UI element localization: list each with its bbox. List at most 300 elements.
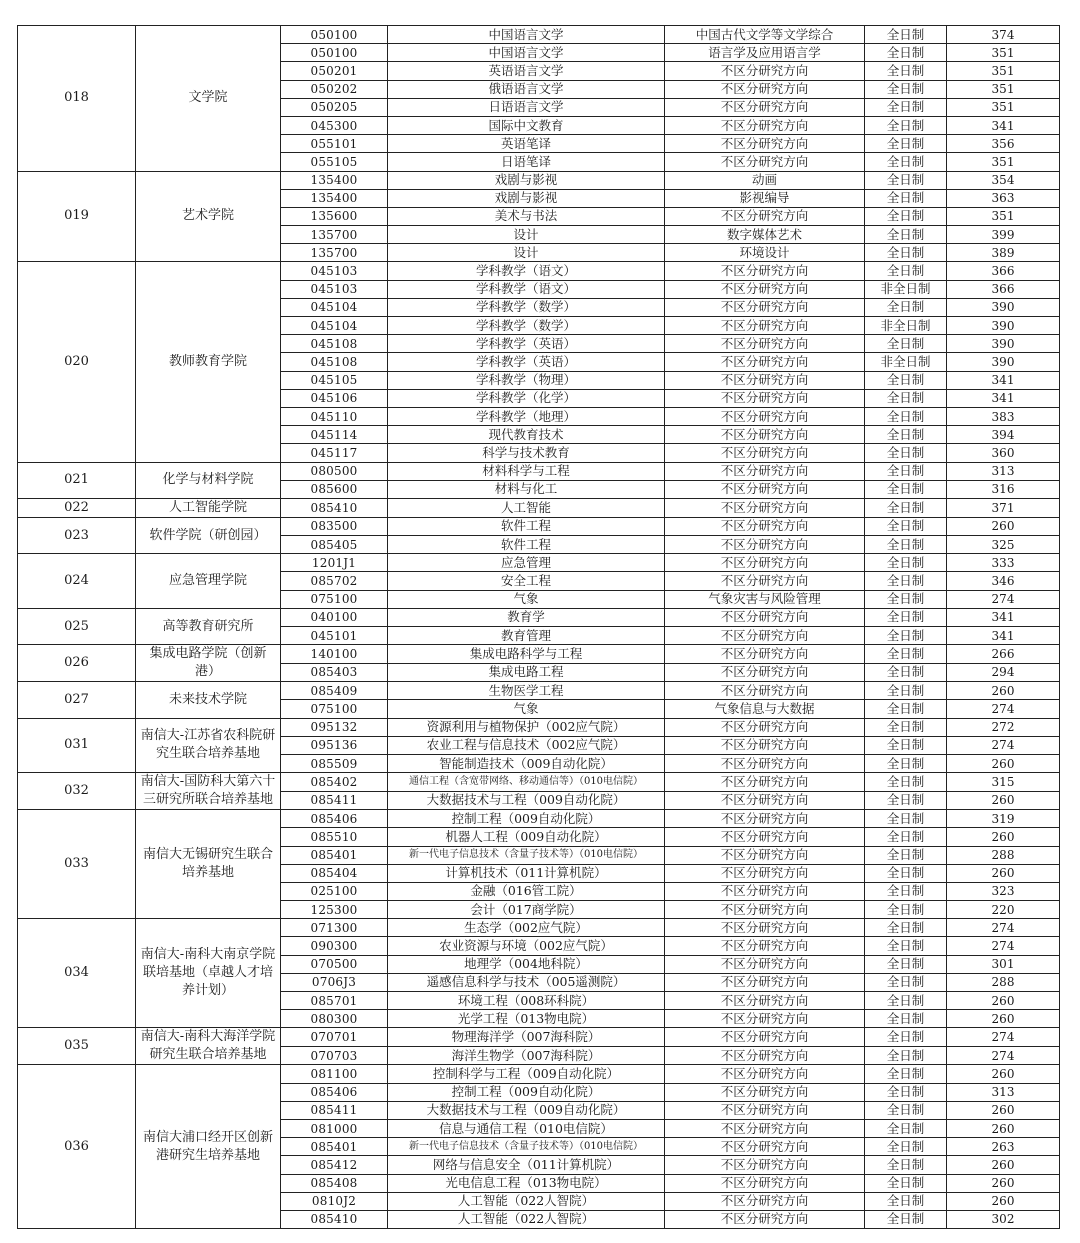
major-code-cell: 085411 <box>281 1101 388 1119</box>
major-code-cell: 045300 <box>281 116 388 134</box>
score-cell: 346 <box>947 572 1060 590</box>
study-mode-cell: 全日制 <box>865 1210 947 1228</box>
dept-name-cell: 南信大浦口经开区创新港研究生培养基地 <box>136 1065 281 1229</box>
score-cell: 366 <box>947 262 1060 280</box>
major-name-cell: 物理海洋学（007海科院） <box>388 1028 665 1047</box>
major-code-cell: 045110 <box>281 407 388 425</box>
study-mode-cell: 全日制 <box>865 554 947 572</box>
major-name-cell: 智能制造技术（009自动化院） <box>388 754 665 772</box>
major-code-cell: 045105 <box>281 371 388 389</box>
score-cell: 333 <box>947 554 1060 572</box>
major-code-cell: 085406 <box>281 1083 388 1101</box>
major-name-cell: 生物医学工程 <box>388 682 665 700</box>
major-name-cell: 学科教学（地理） <box>388 407 665 425</box>
major-name-cell: 日语笔译 <box>388 153 665 171</box>
score-cell: 294 <box>947 663 1060 682</box>
research-direction-cell: 不区分研究方向 <box>665 1046 865 1065</box>
table-row <box>18 498 1060 517</box>
dept-name-cell: 化学与材料学院 <box>136 462 281 498</box>
score-cell: 260 <box>947 1119 1060 1137</box>
score-cell: 366 <box>947 280 1060 298</box>
research-direction-cell: 不区分研究方向 <box>665 517 865 535</box>
research-direction-cell: 不区分研究方向 <box>665 353 865 371</box>
dept-code-cell: 035 <box>18 1028 136 1065</box>
major-code-cell: 085412 <box>281 1156 388 1174</box>
research-direction-cell: 语言学及应用语言学 <box>665 44 865 62</box>
research-direction-cell: 不区分研究方向 <box>665 828 865 846</box>
dept-name-cell: 艺术学院 <box>136 171 281 262</box>
major-name-cell: 气象 <box>388 590 665 608</box>
research-direction-cell: 不区分研究方向 <box>665 298 865 316</box>
study-mode-cell: 全日制 <box>865 1156 947 1174</box>
major-name-cell: 英语笔译 <box>388 135 665 153</box>
major-code-cell: 095132 <box>281 718 388 736</box>
major-code-cell: 025100 <box>281 882 388 900</box>
study-mode-cell: 全日制 <box>865 226 947 244</box>
major-code-cell: 085403 <box>281 663 388 682</box>
score-cell: 266 <box>947 645 1060 664</box>
score-cell: 274 <box>947 736 1060 754</box>
score-cell: 371 <box>947 498 1060 517</box>
dept-name-cell: 文学院 <box>136 26 281 172</box>
score-cell: 351 <box>947 62 1060 80</box>
major-name-cell: 国际中文教育 <box>388 116 665 134</box>
table-row <box>18 262 1060 280</box>
score-cell: 315 <box>947 773 1060 792</box>
major-name-cell: 学科教学（语文） <box>388 280 665 298</box>
research-direction-cell: 中国古代文学等文学综合 <box>665 26 865 44</box>
major-name-cell: 安全工程 <box>388 572 665 590</box>
major-code-cell: 085409 <box>281 682 388 700</box>
dept-code-cell: 031 <box>18 718 136 773</box>
dept-code-cell: 022 <box>18 498 136 517</box>
major-code-cell: 085600 <box>281 480 388 498</box>
research-direction-cell: 不区分研究方向 <box>665 937 865 955</box>
major-code-cell: 070703 <box>281 1046 388 1065</box>
dept-name-cell: 南信大无锡研究生联合培养基地 <box>136 810 281 919</box>
dept-name-cell: 高等教育研究所 <box>136 608 281 644</box>
score-cell: 341 <box>947 371 1060 389</box>
major-name-cell: 农业资源与环境（002应气院） <box>388 937 665 955</box>
major-name-cell: 日语语言文学 <box>388 98 665 116</box>
research-direction-cell: 影视编导 <box>665 189 865 207</box>
major-name-cell: 设计 <box>388 244 665 262</box>
major-code-cell: 070500 <box>281 955 388 973</box>
major-code-cell: 095136 <box>281 736 388 754</box>
major-code-cell: 085702 <box>281 572 388 590</box>
score-cell: 260 <box>947 992 1060 1010</box>
study-mode-cell: 全日制 <box>865 810 947 828</box>
major-code-cell: 085404 <box>281 864 388 882</box>
score-cell: 390 <box>947 353 1060 371</box>
major-name-cell: 科学与技术教育 <box>388 444 665 462</box>
major-name-cell: 控制科学与工程（009自动化院） <box>388 1065 665 1083</box>
dept-code-cell: 033 <box>18 810 136 919</box>
dept-name-cell: 软件学院（研创园） <box>136 517 281 553</box>
study-mode-cell: 全日制 <box>865 371 947 389</box>
research-direction-cell: 不区分研究方向 <box>665 371 865 389</box>
research-direction-cell: 不区分研究方向 <box>665 317 865 335</box>
study-mode-cell: 全日制 <box>865 608 947 626</box>
dept-code-cell: 025 <box>18 608 136 644</box>
research-direction-cell: 不区分研究方向 <box>665 773 865 792</box>
admission-score-table <box>17 25 1060 1229</box>
score-cell: 260 <box>947 1156 1060 1174</box>
major-name-cell: 学科教学（数学） <box>388 317 665 335</box>
table-row <box>18 919 1060 937</box>
research-direction-cell: 不区分研究方向 <box>665 791 865 810</box>
major-name-cell: 控制工程（009自动化院） <box>388 810 665 828</box>
major-name-cell: 农业工程与信息技术（002应气院） <box>388 736 665 754</box>
major-code-cell: 085509 <box>281 754 388 772</box>
research-direction-cell: 不区分研究方向 <box>665 682 865 700</box>
study-mode-cell: 全日制 <box>865 955 947 973</box>
study-mode-cell: 全日制 <box>865 262 947 280</box>
study-mode-cell: 全日制 <box>865 407 947 425</box>
major-code-cell: 045103 <box>281 280 388 298</box>
research-direction-cell: 不区分研究方向 <box>665 1119 865 1137</box>
major-code-cell: 070701 <box>281 1028 388 1047</box>
dept-code-cell: 024 <box>18 554 136 609</box>
research-direction-cell: 不区分研究方向 <box>665 80 865 98</box>
major-code-cell: 135700 <box>281 226 388 244</box>
major-code-cell: 081000 <box>281 1119 388 1137</box>
major-code-cell: 085510 <box>281 828 388 846</box>
table-row <box>18 1065 1060 1083</box>
research-direction-cell: 不区分研究方向 <box>665 207 865 225</box>
major-name-cell: 俄语语言文学 <box>388 80 665 98</box>
major-name-cell: 英语语言文学 <box>388 62 665 80</box>
score-cell: 260 <box>947 1192 1060 1210</box>
research-direction-cell: 数字媒体艺术 <box>665 226 865 244</box>
study-mode-cell: 全日制 <box>865 1083 947 1101</box>
study-mode-cell: 全日制 <box>865 1138 947 1156</box>
major-name-cell: 气象 <box>388 700 665 718</box>
major-name-cell: 网络与信息安全（011计算机院） <box>388 1156 665 1174</box>
score-cell: 351 <box>947 80 1060 98</box>
score-cell: 260 <box>947 1101 1060 1119</box>
study-mode-cell: 全日制 <box>865 992 947 1010</box>
major-name-cell: 会计（017商学院） <box>388 901 665 919</box>
score-cell: 325 <box>947 536 1060 554</box>
major-code-cell: 075100 <box>281 700 388 718</box>
major-code-cell: 085401 <box>281 1138 388 1156</box>
research-direction-cell: 不区分研究方向 <box>665 645 865 664</box>
score-cell: 288 <box>947 973 1060 991</box>
major-code-cell: 045117 <box>281 444 388 462</box>
study-mode-cell: 全日制 <box>865 773 947 792</box>
major-code-cell: 085402 <box>281 773 388 792</box>
major-code-cell: 085406 <box>281 810 388 828</box>
study-mode-cell: 全日制 <box>865 754 947 772</box>
major-name-cell: 控制工程（009自动化院） <box>388 1083 665 1101</box>
study-mode-cell: 全日制 <box>865 1065 947 1083</box>
score-cell: 302 <box>947 1210 1060 1228</box>
score-cell: 374 <box>947 26 1060 44</box>
major-code-cell: 081100 <box>281 1065 388 1083</box>
study-mode-cell: 全日制 <box>865 244 947 262</box>
study-mode-cell: 全日制 <box>865 718 947 736</box>
score-cell: 351 <box>947 44 1060 62</box>
research-direction-cell: 不区分研究方向 <box>665 426 865 444</box>
major-code-cell: 045101 <box>281 627 388 645</box>
major-code-cell: 085410 <box>281 498 388 517</box>
major-code-cell: 135700 <box>281 244 388 262</box>
research-direction-cell: 不区分研究方向 <box>665 116 865 134</box>
major-name-cell: 现代教育技术 <box>388 426 665 444</box>
table-row <box>18 517 1060 535</box>
major-code-cell: 050205 <box>281 98 388 116</box>
research-direction-cell: 不区分研究方向 <box>665 901 865 919</box>
table-row <box>18 682 1060 700</box>
study-mode-cell: 全日制 <box>865 153 947 171</box>
score-cell: 313 <box>947 462 1060 480</box>
score-cell: 351 <box>947 98 1060 116</box>
major-name-cell: 中国语言文学 <box>388 44 665 62</box>
major-name-cell: 集成电路科学与工程 <box>388 645 665 664</box>
study-mode-cell: 全日制 <box>865 736 947 754</box>
study-mode-cell: 非全日制 <box>865 317 947 335</box>
table-row <box>18 1028 1060 1047</box>
study-mode-cell: 全日制 <box>865 444 947 462</box>
study-mode-cell: 全日制 <box>865 335 947 353</box>
score-cell: 274 <box>947 1046 1060 1065</box>
major-name-cell: 戏剧与影视 <box>388 171 665 189</box>
score-cell: 274 <box>947 590 1060 608</box>
dept-code-cell: 019 <box>18 171 136 262</box>
major-name-cell: 大数据技术与工程（009自动化院） <box>388 1101 665 1119</box>
major-code-cell: 050202 <box>281 80 388 98</box>
table-row <box>18 171 1060 189</box>
research-direction-cell: 不区分研究方向 <box>665 554 865 572</box>
research-direction-cell: 不区分研究方向 <box>665 919 865 937</box>
study-mode-cell: 全日制 <box>865 62 947 80</box>
score-cell: 351 <box>947 207 1060 225</box>
dept-code-cell: 026 <box>18 645 136 682</box>
study-mode-cell: 全日制 <box>865 426 947 444</box>
major-code-cell: 055101 <box>281 135 388 153</box>
study-mode-cell: 全日制 <box>865 1010 947 1028</box>
score-cell: 399 <box>947 226 1060 244</box>
study-mode-cell: 全日制 <box>865 171 947 189</box>
major-code-cell: 050100 <box>281 44 388 62</box>
research-direction-cell: 不区分研究方向 <box>665 389 865 407</box>
major-name-cell: 材料科学与工程 <box>388 462 665 480</box>
study-mode-cell: 全日制 <box>865 207 947 225</box>
study-mode-cell: 全日制 <box>865 864 947 882</box>
research-direction-cell: 不区分研究方向 <box>665 882 865 900</box>
research-direction-cell: 不区分研究方向 <box>665 627 865 645</box>
dept-name-cell: 集成电路学院（创新港） <box>136 645 281 682</box>
study-mode-cell: 全日制 <box>865 298 947 316</box>
dept-name-cell: 人工智能学院 <box>136 498 281 517</box>
score-cell: 263 <box>947 1138 1060 1156</box>
research-direction-cell: 不区分研究方向 <box>665 754 865 772</box>
score-cell: 389 <box>947 244 1060 262</box>
score-cell: 274 <box>947 919 1060 937</box>
major-code-cell: 0706J3 <box>281 973 388 991</box>
dept-code-cell: 027 <box>18 682 136 718</box>
major-name-cell: 遥感信息科学与技术（005遥测院） <box>388 973 665 991</box>
research-direction-cell: 不区分研究方向 <box>665 135 865 153</box>
study-mode-cell: 全日制 <box>865 517 947 535</box>
score-cell: 354 <box>947 171 1060 189</box>
major-name-cell: 中国语言文学 <box>388 26 665 44</box>
major-code-cell: 040100 <box>281 608 388 626</box>
study-mode-cell: 全日制 <box>865 1101 947 1119</box>
major-name-cell: 大数据技术与工程（009自动化院） <box>388 791 665 810</box>
research-direction-cell: 不区分研究方向 <box>665 62 865 80</box>
table-body <box>18 26 1060 1229</box>
research-direction-cell: 不区分研究方向 <box>665 608 865 626</box>
major-name-cell: 通信工程（含宽带网络、移动通信等）（010电信院） <box>388 773 665 792</box>
study-mode-cell: 非全日制 <box>865 280 947 298</box>
study-mode-cell: 全日制 <box>865 1174 947 1192</box>
major-code-cell: 125300 <box>281 901 388 919</box>
score-cell: 272 <box>947 718 1060 736</box>
study-mode-cell: 全日制 <box>865 590 947 608</box>
research-direction-cell: 气象灾害与风险管理 <box>665 590 865 608</box>
score-cell: 360 <box>947 444 1060 462</box>
major-name-cell: 生态学（002应气院） <box>388 919 665 937</box>
major-code-cell: 085411 <box>281 791 388 810</box>
major-code-cell: 045114 <box>281 426 388 444</box>
study-mode-cell: 全日制 <box>865 682 947 700</box>
score-cell: 341 <box>947 389 1060 407</box>
research-direction-cell: 不区分研究方向 <box>665 1010 865 1028</box>
score-cell: 260 <box>947 1065 1060 1083</box>
study-mode-cell: 全日制 <box>865 462 947 480</box>
major-code-cell: 135400 <box>281 171 388 189</box>
study-mode-cell: 全日制 <box>865 1119 947 1137</box>
dept-name-cell: 南信大-南科大南京学院联培基地（卓越人才培养计划） <box>136 919 281 1028</box>
research-direction-cell: 不区分研究方向 <box>665 1192 865 1210</box>
score-cell: 363 <box>947 189 1060 207</box>
research-direction-cell: 环境设计 <box>665 244 865 262</box>
major-name-cell: 人工智能（022人智院） <box>388 1210 665 1228</box>
table-row <box>18 462 1060 480</box>
study-mode-cell: 全日制 <box>865 26 947 44</box>
table-row <box>18 773 1060 792</box>
research-direction-cell: 不区分研究方向 <box>665 335 865 353</box>
research-direction-cell: 不区分研究方向 <box>665 846 865 864</box>
research-direction-cell: 气象信息与大数据 <box>665 700 865 718</box>
major-name-cell: 海洋生物学（007海科院） <box>388 1046 665 1065</box>
score-cell: 341 <box>947 116 1060 134</box>
major-code-cell: 045104 <box>281 317 388 335</box>
research-direction-cell: 不区分研究方向 <box>665 1083 865 1101</box>
major-name-cell: 信息与通信工程（010电信院） <box>388 1119 665 1137</box>
major-code-cell: 071300 <box>281 919 388 937</box>
research-direction-cell: 不区分研究方向 <box>665 1156 865 1174</box>
major-code-cell: 090300 <box>281 937 388 955</box>
major-name-cell: 学科教学（英语） <box>388 335 665 353</box>
table-row <box>18 554 1060 572</box>
study-mode-cell: 全日制 <box>865 98 947 116</box>
score-cell: 274 <box>947 700 1060 718</box>
score-cell: 260 <box>947 517 1060 535</box>
score-cell: 390 <box>947 317 1060 335</box>
study-mode-cell: 全日制 <box>865 663 947 682</box>
major-name-cell: 新一代电子信息技术（含量子技术等）（010电信院） <box>388 1138 665 1156</box>
major-name-cell: 学科教学（数学） <box>388 298 665 316</box>
research-direction-cell: 不区分研究方向 <box>665 444 865 462</box>
score-cell: 260 <box>947 791 1060 810</box>
dept-name-cell: 南信大-国防科大第六十三研究所联合培养基地 <box>136 773 281 810</box>
study-mode-cell: 全日制 <box>865 937 947 955</box>
score-cell: 316 <box>947 480 1060 498</box>
study-mode-cell: 全日制 <box>865 645 947 664</box>
major-code-cell: 055105 <box>281 153 388 171</box>
research-direction-cell: 不区分研究方向 <box>665 480 865 498</box>
major-name-cell: 学科教学（物理） <box>388 371 665 389</box>
major-code-cell: 135400 <box>281 189 388 207</box>
research-direction-cell: 不区分研究方向 <box>665 536 865 554</box>
study-mode-cell: 全日制 <box>865 572 947 590</box>
study-mode-cell: 非全日制 <box>865 353 947 371</box>
study-mode-cell: 全日制 <box>865 700 947 718</box>
study-mode-cell: 全日制 <box>865 1192 947 1210</box>
score-cell: 220 <box>947 901 1060 919</box>
major-name-cell: 戏剧与影视 <box>388 189 665 207</box>
study-mode-cell: 全日制 <box>865 828 947 846</box>
major-name-cell: 光电信息工程（013物电院） <box>388 1174 665 1192</box>
score-cell: 274 <box>947 937 1060 955</box>
research-direction-cell: 不区分研究方向 <box>665 992 865 1010</box>
score-cell: 383 <box>947 407 1060 425</box>
research-direction-cell: 不区分研究方向 <box>665 718 865 736</box>
major-name-cell: 地理学（004地科院） <box>388 955 665 973</box>
research-direction-cell: 不区分研究方向 <box>665 1101 865 1119</box>
table-row <box>18 645 1060 664</box>
dept-name-cell: 南信大-南科大海洋学院研究生联合培养基地 <box>136 1028 281 1065</box>
study-mode-cell: 全日制 <box>865 627 947 645</box>
study-mode-cell: 全日制 <box>865 901 947 919</box>
major-code-cell: 045106 <box>281 389 388 407</box>
score-cell: 390 <box>947 335 1060 353</box>
major-code-cell: 1201J1 <box>281 554 388 572</box>
research-direction-cell: 不区分研究方向 <box>665 1210 865 1228</box>
research-direction-cell: 不区分研究方向 <box>665 955 865 973</box>
study-mode-cell: 全日制 <box>865 882 947 900</box>
research-direction-cell: 不区分研究方向 <box>665 736 865 754</box>
research-direction-cell: 不区分研究方向 <box>665 1065 865 1083</box>
dept-name-cell: 未来技术学院 <box>136 682 281 718</box>
score-cell: 323 <box>947 882 1060 900</box>
study-mode-cell: 全日制 <box>865 116 947 134</box>
score-cell: 260 <box>947 1010 1060 1028</box>
study-mode-cell: 全日制 <box>865 1028 947 1047</box>
major-code-cell: 050201 <box>281 62 388 80</box>
study-mode-cell: 全日制 <box>865 498 947 517</box>
research-direction-cell: 不区分研究方向 <box>665 498 865 517</box>
major-code-cell: 080500 <box>281 462 388 480</box>
dept-code-cell: 021 <box>18 462 136 498</box>
research-direction-cell: 不区分研究方向 <box>665 280 865 298</box>
major-code-cell: 0810J2 <box>281 1192 388 1210</box>
major-name-cell: 学科教学（化学） <box>388 389 665 407</box>
major-name-cell: 学科教学（语文） <box>388 262 665 280</box>
dept-code-cell: 018 <box>18 26 136 172</box>
score-cell: 341 <box>947 627 1060 645</box>
table-row <box>18 608 1060 626</box>
research-direction-cell: 不区分研究方向 <box>665 462 865 480</box>
major-name-cell: 设计 <box>388 226 665 244</box>
study-mode-cell: 全日制 <box>865 919 947 937</box>
score-cell: 313 <box>947 1083 1060 1101</box>
major-name-cell: 材料与化工 <box>388 480 665 498</box>
score-cell: 351 <box>947 153 1060 171</box>
